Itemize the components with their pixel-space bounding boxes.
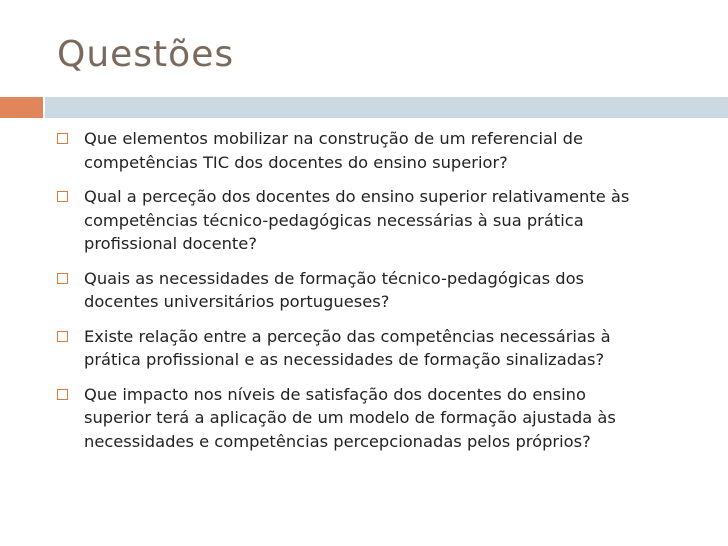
bullet-text: Qual a perceção dos docentes do ensino superior relativamente às competências técnico-pedagógicas necessárias à sua prática profissional docente? bbox=[84, 187, 630, 253]
square-bullet-icon bbox=[57, 191, 68, 202]
title-rule-bar bbox=[45, 97, 728, 118]
list-item bbox=[57, 325, 697, 372]
bullet-text: Que impacto nos níveis de satisfação dos docentes do ensino superior terá a aplicação de um modelo de formação ajustada às necessidades e competências percepcionadas pelos próprios? bbox=[84, 384, 616, 451]
bullet-text: Existe relação entre a perceção das competências necessárias à prática profissional e as necessidades de formação sinalizadas? bbox=[84, 326, 611, 369]
list-item bbox=[57, 383, 697, 454]
title-accent-bar bbox=[0, 97, 45, 118]
square-bullet-icon bbox=[57, 331, 68, 342]
list-item bbox=[57, 185, 697, 256]
list-item bbox=[57, 267, 697, 314]
bullet-list bbox=[57, 127, 697, 464]
square-bullet-icon bbox=[57, 133, 68, 144]
square-bullet-icon bbox=[57, 273, 68, 284]
bullet-text: Que elementos mobilizar na construção de um referencial de competências TIC dos docentes do ensino superior? bbox=[84, 129, 584, 172]
list-item bbox=[57, 127, 697, 174]
square-bullet-icon bbox=[57, 389, 68, 400]
bullet-text: Quais as necessidades de formação técnico-pedagógicas dos docentes universitários portugueses? bbox=[84, 268, 585, 311]
slide-title: Questões bbox=[57, 34, 235, 75]
